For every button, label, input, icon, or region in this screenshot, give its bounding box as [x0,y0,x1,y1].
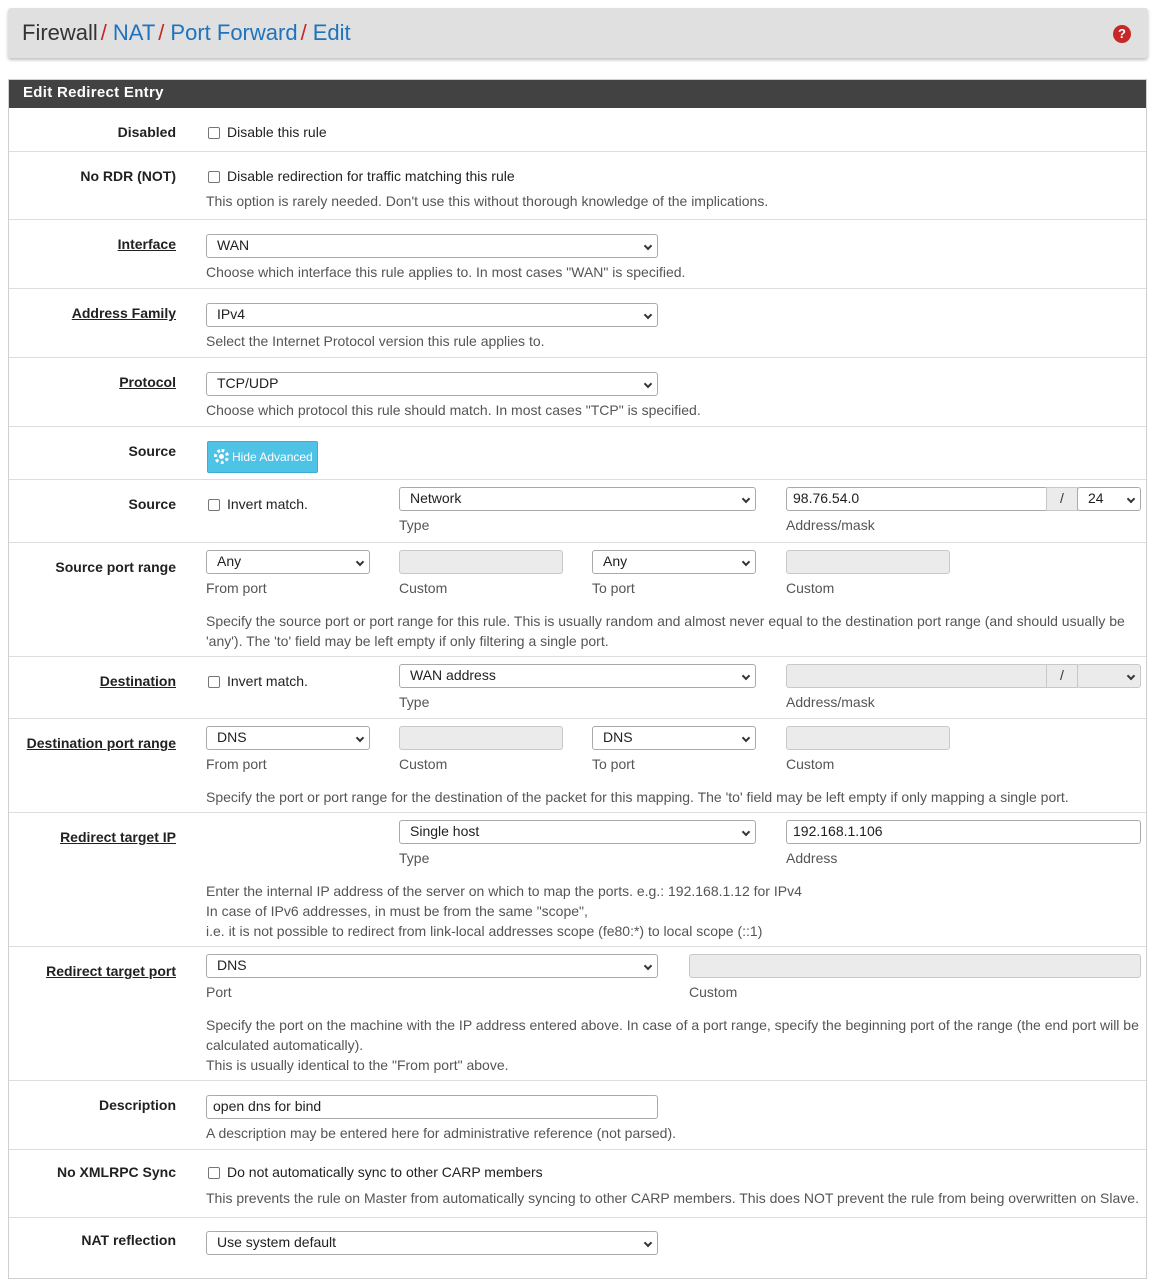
gear-icon [214,449,229,464]
chevron-down-icon [742,734,750,742]
row-nat-reflection [9,1217,1146,1277]
chevron-down-icon [644,380,652,388]
source-address-label: Address/mask [786,517,875,533]
redirect-ip-address-value: 192.168.1.106 [793,823,883,839]
dest-to-port-label: To port [592,756,635,772]
destination-mask-slash: / [1046,664,1078,688]
dest-from-port-label: From port [206,756,267,772]
breadcrumb-firewall: Firewall [22,20,98,45]
dest-from-custom-label: Custom [399,756,448,772]
source-to-custom-input[interactable] [786,550,950,574]
panel-title: Edit Redirect Entry [9,80,1146,108]
nordr-checkbox[interactable] [208,171,220,183]
destination-invert-checkbox[interactable] [208,676,220,688]
row-destination [9,656,1146,718]
destination-type-select[interactable] [399,664,756,688]
edit-redirect-panel [8,79,1147,1279]
dest-to-custom-input[interactable] [786,726,950,750]
row-redirect-ip [9,812,1146,946]
breadcrumb-nat[interactable]: NAT [112,20,156,45]
xmlrpc-checkbox[interactable] [208,1167,220,1179]
breadcrumb-edit[interactable]: Edit [312,20,351,45]
source-adv-label: Source [128,443,176,459]
source-mask-select[interactable] [1077,487,1141,511]
destination-label: Destination [99,673,176,689]
chevron-down-icon [644,242,652,250]
protocol-value: TCP/UDP [217,375,279,391]
dest-to-custom-label: Custom [786,756,835,772]
dest-to-port-value: DNS [603,729,633,745]
source-invert-text: Invert match. [227,496,308,512]
source-port-help: Specify the source port or port range for this rule. This is usually random and almost never equal to the destination port range (and should usually be 'any'). The 'to' field may be left empty if only filtering a single port. [206,613,1125,649]
interface-label: Interface [117,236,176,252]
breadcrumb-separator: / [158,20,165,45]
protocol-help: Choose which protocol this rule should match. In most cases "TCP" is specified. [206,402,701,418]
chevron-down-icon [742,828,750,836]
row-source-port [9,542,1146,656]
destination-invert-text: Invert match. [227,673,308,689]
row-redirect-port [9,946,1146,1080]
chevron-down-icon [1127,672,1135,680]
source-to-port-value: Any [603,553,628,569]
interface-value: WAN [217,237,250,253]
row-xmlrpc [9,1149,1146,1217]
source-from-custom-input[interactable] [399,550,563,574]
destination-mask-select[interactable] [1077,664,1141,688]
dest-from-port-select[interactable] [206,726,370,750]
source-port-label: Source port range [55,559,176,575]
redirect-port-custom-input[interactable] [689,954,1141,978]
source-from-custom-label: Custom [399,580,448,596]
source-to-port-label: To port [592,580,635,596]
row-protocol [9,357,1146,426]
destination-address-label: Address/mask [786,694,875,710]
chevron-down-icon [644,962,652,970]
source-type-label: Type [399,517,430,533]
nordr-text: Disable redirection for traffic matching this rule [227,168,515,184]
disable-rule-checkbox[interactable] [208,127,220,139]
chevron-down-icon [742,495,750,503]
source-from-port-select[interactable] [206,550,370,574]
description-input[interactable] [206,1095,658,1119]
chevron-down-icon [644,1239,652,1247]
breadcrumb-port-forward[interactable]: Port Forward [170,20,298,45]
row-description [9,1080,1146,1149]
hide-advanced-button[interactable] [207,441,318,473]
redirect-port-select[interactable] [206,954,658,978]
interface-help: Choose which interface this rule applies to. In most cases "WAN" is specified. [206,264,686,280]
dest-port-label: Destination port range [26,735,176,751]
source-label: Source [128,496,176,512]
xmlrpc-text: Do not automatically sync to other CARP members [227,1164,543,1180]
chevron-down-icon [1127,495,1135,503]
nat-reflection-select[interactable] [206,1231,658,1255]
protocol-label: Protocol [119,374,176,390]
redirect-port-label: Redirect target port [46,963,176,979]
redirect-ip-address-label: Address [786,850,838,866]
dest-from-custom-input[interactable] [399,726,563,750]
source-to-custom-label: Custom [786,580,835,596]
source-from-port-label: From port [206,580,267,596]
interface-select[interactable] [206,234,658,258]
row-interface [9,219,1146,288]
source-from-port-value: Any [217,553,242,569]
source-type-select[interactable] [399,487,756,511]
disable-rule-text: Disable this rule [227,124,327,140]
question-circle-icon[interactable]: ? [1113,25,1131,43]
destination-type-label: Type [399,694,430,710]
destination-type-value: WAN address [410,667,496,683]
redirect-port-help-1: Specify the port on the machine with the IP address entered above. In case of a port range, specify the beginning port of the range (the end port will be calculated automatically). [206,1017,1139,1053]
redirect-ip-type-label: Type [399,850,430,866]
hide-advanced-label: Hide Advanced [232,450,313,464]
destination-address-input[interactable] [786,664,1048,688]
chevron-down-icon [742,558,750,566]
redirect-port-port-label: Port [206,984,232,1000]
row-source-advanced [9,426,1146,479]
redirect-ip-help-3: i.e. it is not possible to redirect from link-local addresses scope (fe80:*) to local scope (::1) [206,923,763,939]
nat-reflection-label: NAT reflection [81,1232,176,1248]
dest-port-help: Specify the port or port range for the destination of the packet for this mapping. The 'to' field may be left empty if only mapping a single port. [206,789,1069,805]
nat-reflection-value: Use system default [217,1234,337,1250]
redirect-ip-type-value: Single host [410,823,480,839]
redirect-port-help-2: This is usually identical to the "From port" above. [206,1057,509,1073]
disabled-label: Disabled [117,124,176,140]
row-address-family [9,288,1146,357]
redirect-ip-label: Redirect target IP [60,829,176,845]
address-family-value: IPv4 [217,306,246,322]
row-destination-port [9,718,1146,812]
redirect-port-value: DNS [217,957,247,973]
source-mask-value: 24 [1088,490,1104,506]
chevron-down-icon [644,311,652,319]
source-address-input[interactable] [786,487,1048,511]
chevron-down-icon [356,558,364,566]
breadcrumb [22,20,351,46]
source-invert-checkbox[interactable] [208,499,220,511]
chevron-down-icon [356,734,364,742]
row-disabled [9,108,1146,151]
source-to-port-select[interactable] [592,550,756,574]
source-address-value: 98.76.54.0 [793,490,860,506]
address-family-label: Address Family [71,305,176,321]
xmlrpc-help: This prevents the rule on Master from automatically syncing to other CARP members. This does NOT prevent the rule from being overwritten on Slave. [206,1190,1139,1206]
chevron-down-icon [742,672,750,680]
breadcrumb-bar [8,8,1148,58]
xmlrpc-label: No XMLRPC Sync [56,1164,176,1180]
redirect-ip-help-2: In case of IPv6 addresses, in must be from the same "scope", [206,903,588,919]
redirect-port-custom-label: Custom [689,984,738,1000]
address-family-select[interactable] [206,303,658,327]
description-label: Description [98,1097,176,1113]
source-mask-slash: / [1046,487,1078,511]
nordr-help: This option is rarely needed. Don't use this without thorough knowledge of the implications. [206,193,769,209]
row-nordr [9,151,1146,219]
breadcrumb-separator: / [100,20,107,45]
description-help: A description may be entered here for administrative reference (not parsed). [206,1125,677,1141]
source-type-value: Network [410,490,462,506]
nordr-label: No RDR (NOT) [80,168,176,184]
redirect-ip-type-select[interactable] [399,820,756,844]
protocol-select[interactable] [206,372,658,396]
dest-to-port-select[interactable] [592,726,756,750]
address-family-help: Select the Internet Protocol version this rule applies to. [206,333,545,349]
breadcrumb-separator: / [300,20,307,45]
redirect-ip-address-input[interactable] [786,820,1141,844]
dest-from-port-value: DNS [217,729,247,745]
row-source [9,479,1146,542]
redirect-ip-help-1: Enter the internal IP address of the server on which to map the ports. e.g.: 192.168.1.12 for IPv4 [206,883,802,899]
description-value: open dns for bind [213,1098,322,1114]
